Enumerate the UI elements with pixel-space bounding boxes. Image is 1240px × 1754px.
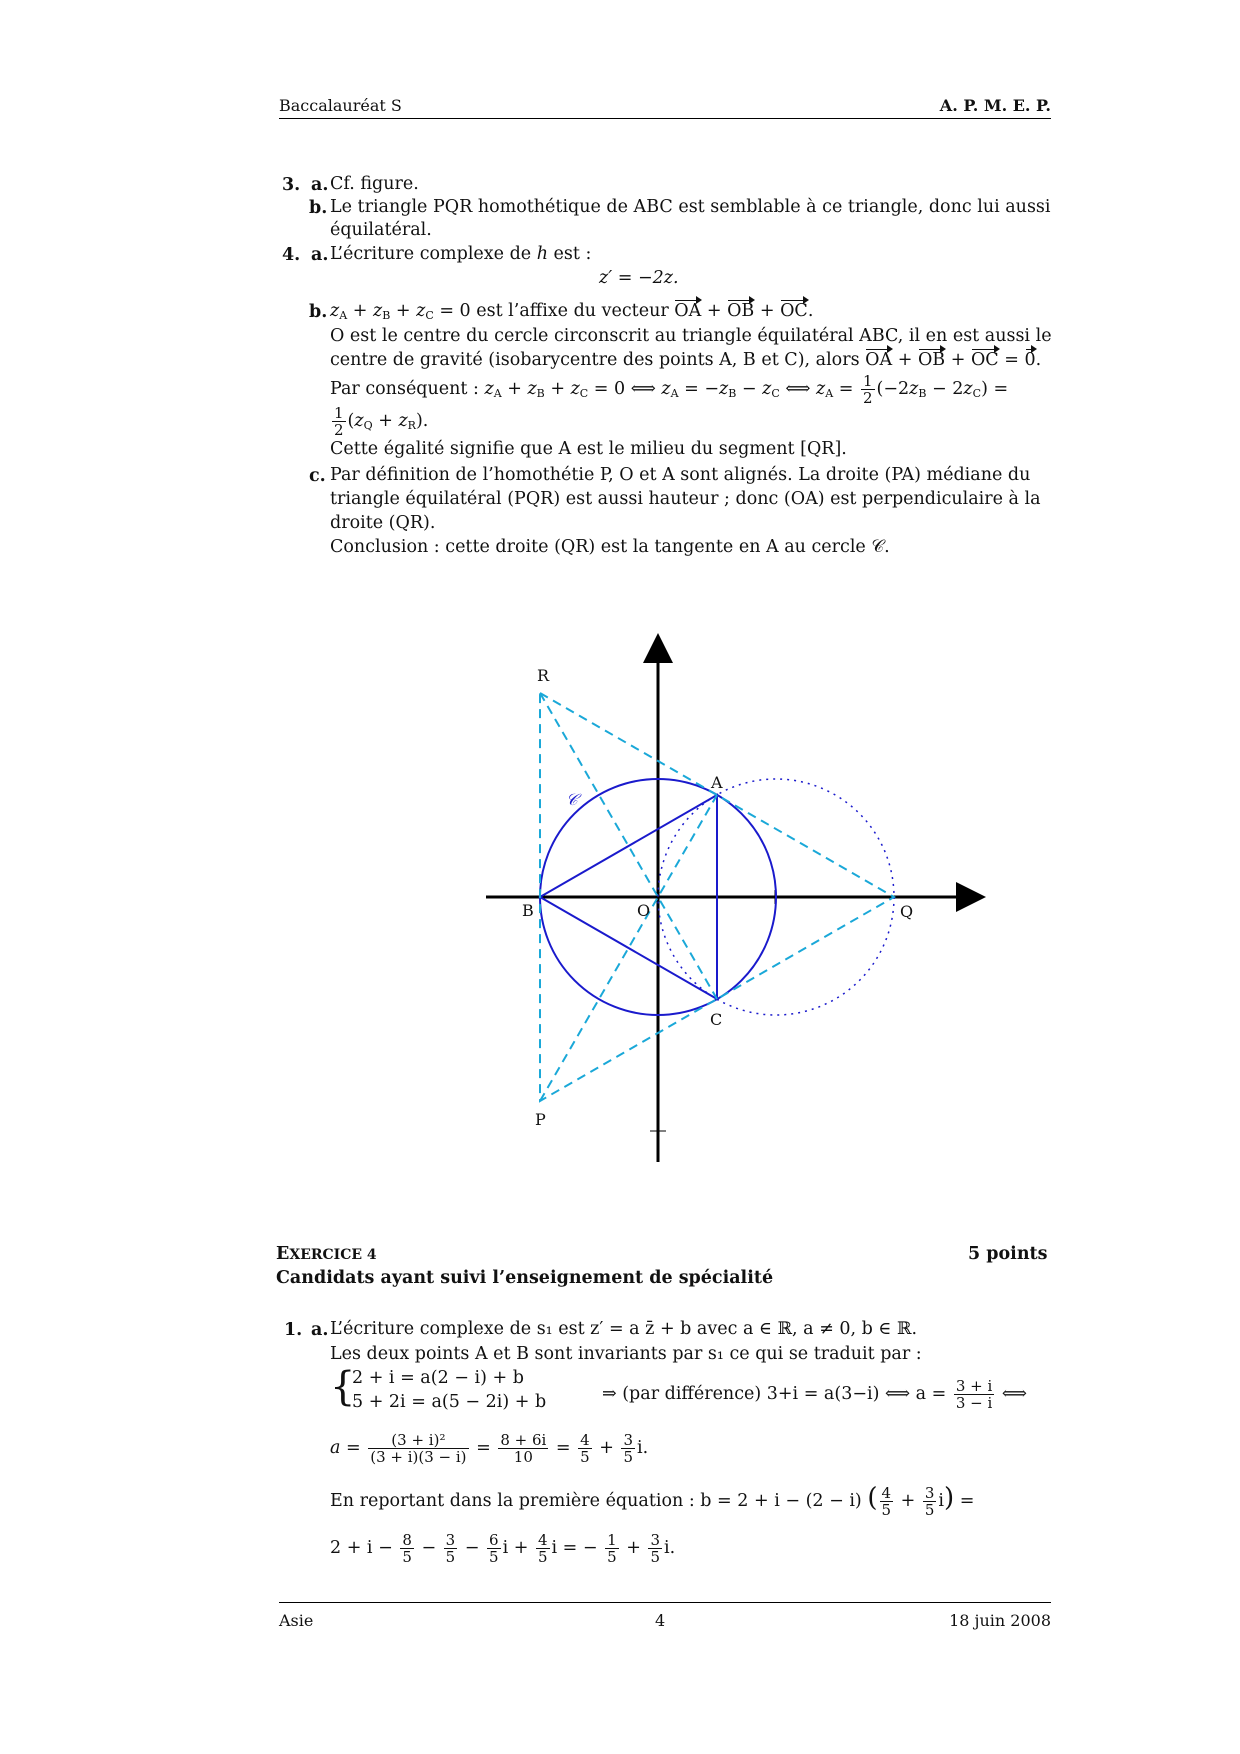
q4c-label: c.	[309, 466, 326, 486]
q4b-line-4: Par conséquent : $z_A + z_B + z_C = 0$ ⟺ $z_A = -z_B - z_C$ ⟺ $z_A$ = $\frac{1}{2}$ $(-2z_B - 2z_C)$ =	[330, 372, 1009, 407]
q4c-line-4: Conclusion : cette droite (QR) est la tangente en A au cercle 𝒞.	[330, 537, 890, 557]
footer-right: 18 juin 2008	[949, 1611, 1051, 1630]
q4a-formula: z′ = −2z.	[599, 268, 679, 288]
label-a: A	[711, 773, 723, 792]
system-conclusion: ⇒ (par différence) 3+i = a(3−i) ⟺ a = $\frac{3 + i}{3 - i}$ ⟺	[602, 1377, 1027, 1412]
q4b-line-5: $\frac{1}{2}$ $(z_Q + z_R)$.	[334, 404, 429, 439]
q4b-line-2: O est le centre du cercle circonscrit au triangle équilatéral ABC, il en est aussi le	[330, 326, 1052, 346]
label-p: P	[535, 1110, 546, 1129]
system-eq-2: 5 + 2i = a(5 − 2i) + b	[352, 1392, 547, 1412]
ex4-title: EXERCICE 4	[276, 1244, 377, 1264]
system-brace: {	[330, 1364, 356, 1410]
system-eq-1: 2 + i = a(2 − i) + b	[352, 1368, 524, 1388]
ex4-q1-number: 1.	[284, 1320, 303, 1340]
label-r: R	[537, 666, 550, 685]
q4c-line-2: triangle équilatéral (PQR) est aussi hauteur ; donc (OA) est perpendiculaire à la	[330, 489, 1041, 509]
q4-number: 4.	[282, 245, 301, 265]
q3b-text-2: équilatéral.	[330, 220, 432, 240]
ex4-line-5: En reportant dans la première équation : b = 2 + i − (2 − i) ( $\frac{4}{5}$ + $\frac{3}{5}$ i) =	[330, 1483, 975, 1519]
q3a-label: a.	[311, 175, 329, 195]
q4c-line-1: Par définition de l’homothétie P, O et A sont alignés. La droite (PA) médiane du	[330, 465, 1031, 485]
ex4-line-6: 2 + i − $\frac{8}{5}$ − $\frac{3}{5}$ − $\frac{6}{5}$ i + $\frac{4}{5}$ i = − $\frac{1}{5}$ + $\frac{3}{5}$ i.	[330, 1531, 676, 1566]
ex4-subtitle: Candidats ayant suivi l’enseignement de spécialité	[276, 1268, 774, 1288]
header-left: Baccalauréat S	[279, 96, 402, 115]
ex4-line-2: Les deux points A et B sont invariants par s₁ ce qui se traduit par :	[330, 1344, 922, 1364]
ex4-points: 5 points	[968, 1244, 1048, 1264]
header-right: A. P. M. E. P.	[939, 96, 1051, 115]
page-footer	[279, 1602, 1051, 1633]
footer-left: Asie	[279, 1611, 314, 1630]
q4b-label: b.	[309, 302, 328, 322]
q3b-text-1: Le triangle PQR homothétique de ABC est semblable à ce triangle, donc lui aussi	[330, 197, 1051, 217]
label-circle: 𝒞	[566, 790, 578, 809]
footer-page-number: 4	[655, 1611, 666, 1630]
q3a-text: Cf. figure.	[330, 174, 419, 194]
label-c: C	[710, 1010, 723, 1029]
label-b: B	[522, 901, 534, 920]
q4c-line-3: droite (QR).	[330, 513, 436, 533]
label-q: Q	[900, 902, 914, 921]
q4a-text: L’écriture complexe de h est :	[330, 244, 592, 264]
label-o: O	[637, 901, 651, 920]
ex4-line-1: L’écriture complexe de s₁ est z′ = a z̄ + b avec a ∈ ℝ, a ≠ 0, b ∈ ℝ.	[330, 1319, 918, 1339]
q4b-line-3: centre de gravité (isobarycentre des points A, B et C), alors OA + OB + OC = 0.	[330, 348, 1041, 373]
geometry-figure	[470, 630, 1000, 1170]
q3b-label: b.	[309, 198, 328, 218]
ex4-line-4: a = $\frac{\text{(3 + i)²}}{(3 + i)(3 - i)}$ = $\frac{8 + 6i}{10}$ = $\frac{4}{5}$ + $\frac{3}{5}$ i.	[330, 1431, 649, 1466]
q4a-label: a.	[311, 245, 329, 265]
q3-number: 3.	[282, 175, 301, 195]
q4b-line-6: Cette égalité signifie que A est le milieu du segment [QR].	[330, 439, 847, 459]
page-header	[279, 96, 1051, 119]
q4b-line-1: $z_A + z_B + z_C = 0$ est l’affixe du vecteur OA + OB + OC.	[330, 301, 814, 322]
ex4-q1a-label: a.	[311, 1320, 329, 1340]
